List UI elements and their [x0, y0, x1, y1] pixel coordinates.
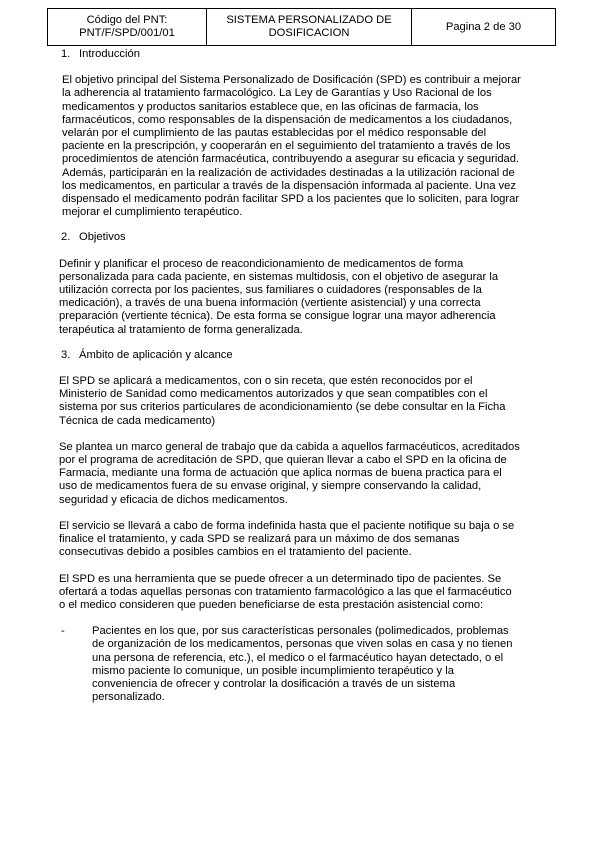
- header-page-cell: [412, 9, 556, 46]
- paragraph: Se plantea un marco general de trabajo que da cabida a aquellos farmacéuticos, acreditados por el programa de acreditación de SPD, que quieran llevar a cabo el SPD en la oficina de Farmacia, mediante una forma de actuación que aplica normas de buena practica para el uso de medicamentos fuera de su envase original, y siempre conservando la calidad, seguridad y eficacia de dichos medicamentos.: [59, 440, 520, 506]
- header-title-line-1: SISTEMA PERSONALIZADO DE: [226, 14, 392, 26]
- document-body: [61, 48, 521, 704]
- section-title: Ámbito de aplicación y alcance: [79, 348, 233, 361]
- header-code-label: Código del PNT:: [86, 14, 168, 26]
- paragraph: El SPD se aplicará a medicamentos, con o sin receta, que estén reconocidos por el Ministerio de Sanidad como medicamentos autorizados y que sean compatibles con el sistema por sus criterios particulares de acondicionamiento (se debe consultar en la Ficha Técnica de cada medicamento): [59, 375, 506, 427]
- paragraph: El SPD es una herramienta que se puede ofrecer a un determinado tipo de pacientes. Se ofertará a todas aquellas personas con tratamiento farmacológico a las que el farmacéutico o el medico consideren que pueden beneficiarse de esta prestación asistencial como:: [59, 572, 512, 611]
- section-heading-ambito: [61, 349, 521, 362]
- section-title: Objetivos: [79, 231, 126, 244]
- header-code-cell: [48, 9, 207, 46]
- section-heading-introduccion: [61, 48, 521, 61]
- paragraph: El servicio se llevará a cabo de forma indefinida hasta que el paciente notifique su baja o se finalice el tratamiento, y cada SPD se realizará para un máximo de dos semanas consecutivas debido a posibles cambios en el tratamiento del paciente.: [59, 519, 515, 559]
- section-number: 1.: [61, 48, 71, 60]
- header-code-value: PNT/F/SPD/001/01: [79, 27, 175, 39]
- header-title-line-2: DOSIFICACION: [268, 27, 350, 39]
- section-heading-objetivos: [61, 231, 521, 244]
- paragraph: El objetivo principal del Sistema Personalizado de Dosificación (SPD) es contribuir a mejorar la adherencia al tratamiento farmacológico. La Ley de Garantías y Uso Racional de los medicamentos y productos sanitarios establece que, en las oficinas de farmacia, los farmacéuticos, como responsables de la dispensación de medicamentos a los ciudadanos, velarán por el cumplimiento de las pautas establecidas por el médico responsable del paciente en la prescripción, y cooperarán en el seguimiento del tratamiento a través de los procedimientos de atención farmacéutica, contribuyendo a asegurar su eficacia y seguridad. Además, participarán en la realización de actividades destinadas a la utilización racional de los medicamentos, en particular a través de la dispensación informada al paciente. Una vez dispensado el medicamento podrán facilitar SPD a los pacientes que lo soliciten, para lograr mejorar el cumplimiento terapéutico.: [62, 74, 521, 219]
- section-title: Introducción: [79, 48, 140, 60]
- bullet-item: [61, 625, 521, 704]
- section-number: 2.: [61, 231, 71, 244]
- bullet-text: Pacientes en los que, por sus características personales (polimedicados, problemas de organización de los medicamentos, personas que viven solas en casa y no tienen una persona de referencia, etc.), el medico o el farmacéutico hayan detectado, o el mismo paciente lo comunique, un posible incumplimiento terapéutico y la conveniencia de ofrecer y controlar la dosificación a través de un sistema personalizado.: [92, 625, 513, 704]
- section-number: 3.: [61, 348, 71, 361]
- document-header: [47, 8, 556, 46]
- bullet-marker: -: [61, 625, 65, 638]
- header-title-cell: [207, 9, 412, 46]
- page-number: Pagina 2 de 30: [445, 20, 522, 33]
- paragraph: Definir y planificar el proceso de reacondicionamiento de medicamentos de forma personalizada para cada paciente, en sistemas multidosis, con el objetivo de asegurar la utilización correcta por los pacientes, sus familiares o cuidadores (responsables de la medicación), a través de una buena información (vertiente asistencial) y una correcta preparación (vertiente técnica). De esta forma se consigue lograr una mayor adherencia terapéutica al tratamiento de forma generalizada.: [59, 257, 499, 336]
